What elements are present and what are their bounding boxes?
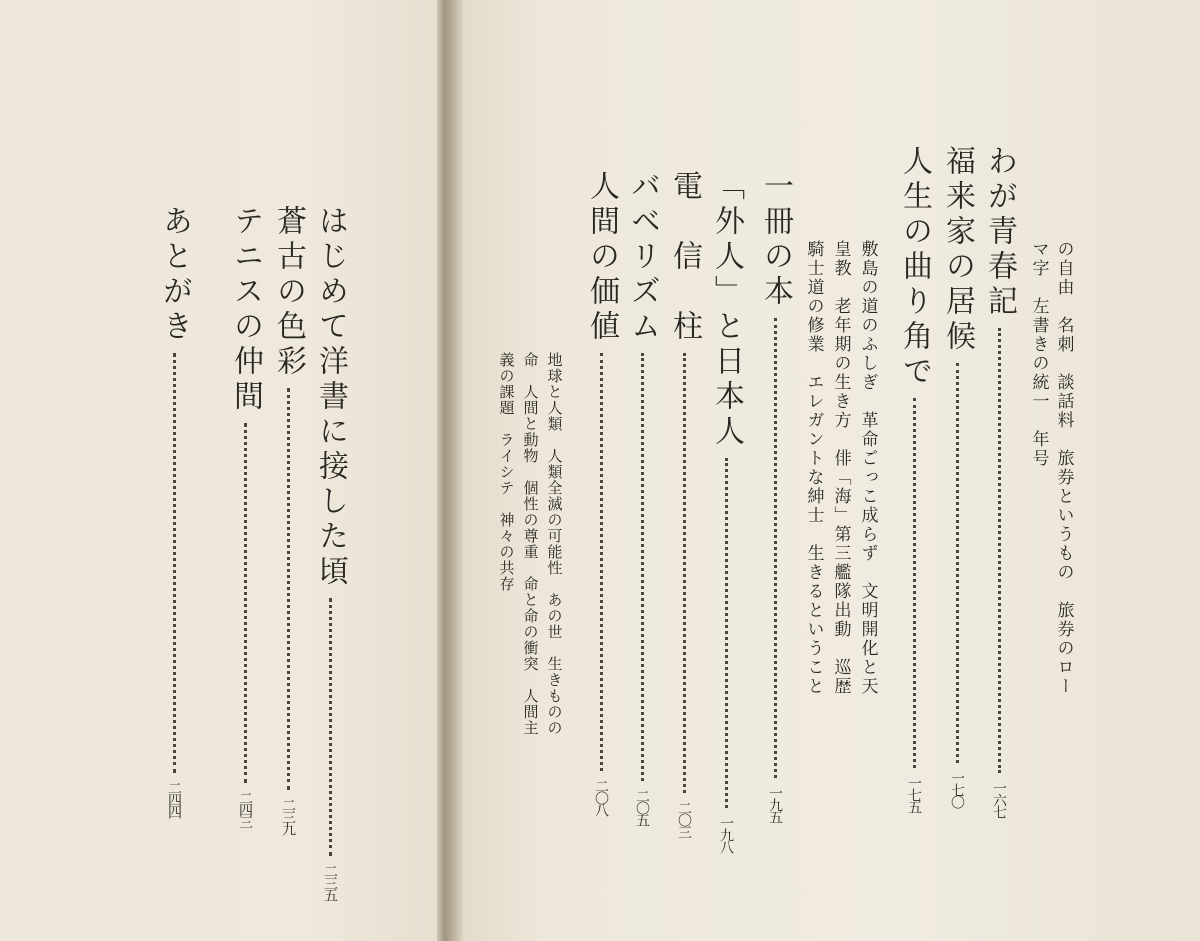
toc-entry	[756, 0, 794, 941]
left-page	[0, 0, 437, 941]
page-number: 二〇三	[676, 801, 692, 837]
toc-entry	[980, 0, 1018, 941]
toc-title: 電 信 柱	[667, 170, 702, 345]
toc-title: 一冊の本	[758, 170, 793, 310]
toc-subitems	[496, 0, 518, 941]
page-number: 二〇八	[593, 779, 609, 815]
page-number: 二三五	[322, 864, 338, 900]
dot-leader	[244, 423, 247, 783]
toc-subitem-line: 騎士道の修業 エレガントな紳士 生きるということ	[803, 240, 824, 696]
toc-entry	[938, 0, 976, 941]
dot-leader	[774, 318, 777, 778]
dot-leader	[173, 353, 176, 773]
page-number: 一六七	[991, 781, 1007, 817]
toc-title: テニスの仲間	[228, 205, 263, 415]
page-number: 一九八	[718, 816, 734, 852]
toc-entry	[623, 0, 661, 941]
toc-title: あとがき	[157, 205, 192, 345]
toc-title: わが青春記	[982, 145, 1017, 320]
toc-title: 人間の価値	[584, 170, 619, 345]
toc-subitems	[829, 0, 853, 941]
toc-title: 蒼古の色彩	[271, 205, 306, 380]
toc-entry	[270, 0, 306, 941]
toc-entry	[312, 0, 348, 941]
page-number: 一七〇	[949, 771, 965, 807]
toc-entry	[156, 0, 192, 941]
toc-entry	[707, 0, 745, 941]
dot-leader	[683, 353, 686, 793]
dot-leader	[913, 398, 916, 768]
dot-leader	[956, 363, 959, 763]
page-number: 一七五	[906, 776, 922, 812]
page-number: 一九五	[767, 786, 783, 822]
toc-entry	[227, 0, 263, 941]
page-number: 二三九	[280, 798, 296, 834]
toc-title: 人生の曲り角で	[897, 145, 932, 390]
toc-title: 「外人」と日本人	[709, 170, 744, 450]
page-number: 二四三	[237, 791, 253, 827]
toc-subitem-line: 皇教 老年期の生き方 俳「海」第三艦隊出動 巡歴	[830, 240, 851, 696]
dot-leader	[600, 353, 603, 771]
toc-subitem-line: 敷島の道のふしぎ 革命ごっこ成らず 文明開化と天	[857, 240, 878, 696]
toc-subitems	[520, 0, 542, 941]
toc-subitems	[1052, 0, 1076, 941]
dot-leader	[725, 458, 728, 808]
page-number: 二四四	[166, 781, 182, 817]
toc-title: 福来家の居候	[940, 145, 975, 355]
toc-subitems	[1027, 0, 1051, 941]
dot-leader	[641, 353, 644, 781]
toc-subitem-line: マ字 左書きの統一 年号	[1028, 240, 1049, 468]
toc-subitem-line: 義の課題 ライシテ 神々の共存	[497, 352, 516, 592]
dot-leader	[287, 388, 290, 790]
toc-subitem-line: 地球と人類 人類全滅の可能性 あの世 生きものの	[545, 352, 564, 736]
toc-title: バベリズム	[625, 170, 660, 345]
dot-leader	[998, 328, 1001, 773]
toc-entry	[582, 0, 620, 941]
toc-title: はじめて洋書に接した頃	[313, 205, 348, 590]
toc-entry	[665, 0, 703, 941]
dot-leader	[329, 598, 332, 856]
toc-subitems	[802, 0, 826, 941]
toc-subitem-line: 命 人間と動物 個性の尊重 命と命の衝突 人間主	[521, 352, 540, 736]
book-gutter	[437, 0, 463, 941]
toc-subitems	[544, 0, 566, 941]
toc-subitem-line: の自由 名刺 談話料 旅券というもの 旅券のロー	[1053, 240, 1074, 696]
toc-entry	[895, 0, 933, 941]
page-number: 二〇五	[634, 789, 650, 825]
toc-subitems	[856, 0, 880, 941]
